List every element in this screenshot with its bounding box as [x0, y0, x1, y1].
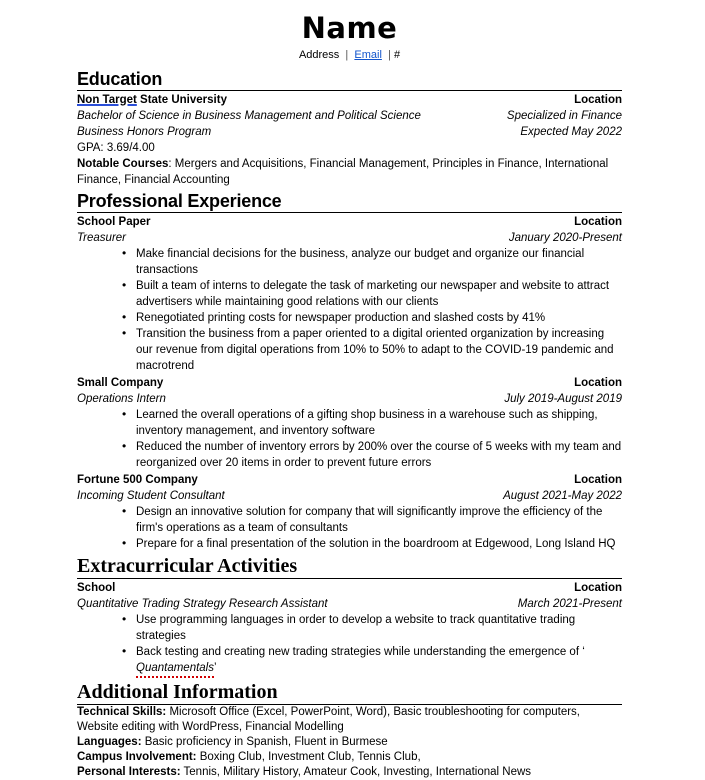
info-technical-skills: [77, 705, 622, 735]
grammar-flagged-text: Non Target: [77, 94, 137, 106]
contact-address: Address: [298, 49, 340, 61]
extracurricular-organization: School: [77, 582, 116, 594]
list-item: [122, 644, 622, 678]
contact-email-link[interactable]: Email: [354, 49, 382, 61]
experience-organization: School Paper: [77, 216, 151, 228]
experience-date: August 2021-May 2022: [503, 490, 622, 502]
experience-location: Location: [574, 377, 622, 389]
info-value: Microsoft Office (Excel, PowerPoint, Word), Basic troubleshooting for computers, Website editing with WordPress, Financial Modelling: [77, 706, 581, 733]
entry-header-row: [77, 214, 622, 230]
experience-bullet-list: [77, 504, 622, 552]
list-item: • Prepare for a final presentation of the solution in the boardroom at Edgewood, Long Island HQ: [122, 536, 622, 552]
bullet-text-prefix: Back testing and creating new trading strategies while understanding the emergence of ‘: [136, 646, 585, 658]
info-languages: [77, 735, 622, 750]
page-title: Name: [301, 11, 398, 45]
section-heading-professional-experience: Professional Experience: [77, 191, 282, 211]
experience-location: Location: [574, 474, 622, 486]
info-value: Tennis, Military History, Amateur Cook, Investing, International News: [180, 766, 532, 778]
experience-organization: Small Company: [77, 377, 164, 389]
list-item: • Learned the overall operations of a gifting shop business in a warehouse such as shipping, inventory management, and inventory software: [122, 407, 622, 439]
experience-date: July 2019-August 2019: [504, 393, 622, 405]
entry-subheader-row: [77, 108, 622, 124]
info-label: Campus Involvement:: [77, 751, 197, 763]
contact-line: [77, 46, 622, 66]
education-degree: Bachelor of Science in Business Management and Political Science: [77, 110, 421, 122]
education-gpa: GPA: 3.69/4.00: [77, 142, 155, 154]
list-item: • Reduced the number of inventory errors by 200% over the course of 5 weeks with my team and reorganized over 20 items in order to prevent future errors: [122, 439, 622, 471]
section-extracurricular-activities: [77, 554, 622, 678]
extracurricular-bullet-list: [77, 612, 622, 678]
info-value: Boxing Club, Investment Club, Tennis Club,: [196, 751, 421, 763]
extracurricular-title: Quantitative Trading Strategy Research Assistant: [77, 598, 328, 610]
info-campus-involvement: [77, 750, 622, 765]
section-additional-information: [77, 680, 622, 780]
experience-location: Location: [574, 216, 622, 228]
experience-entry: [77, 214, 622, 374]
contact-separator-2: |: [381, 49, 394, 61]
entry-header-row: [77, 472, 622, 488]
education-organization-rest: State University: [136, 94, 227, 106]
education-organization: [77, 92, 227, 108]
entry-subheader-row: [77, 488, 622, 504]
contact-phone: #: [393, 49, 401, 61]
info-value: Basic proficiency in Spanish, Fluent in Burmese: [141, 736, 388, 748]
experience-title: Operations Intern: [77, 393, 166, 405]
notable-courses-label: Notable Courses: [77, 158, 169, 170]
section-education: [77, 68, 622, 188]
resume-content: [77, 0, 622, 780]
education-graduation-date: Expected May 2022: [520, 126, 622, 138]
entry-subheader-row: [77, 230, 622, 246]
list-item: • Renegotiated printing costs for newspaper production and slashed costs by 41%: [122, 310, 622, 326]
list-item: • Design an innovative solution for company that will significantly improve the efficiency of the firm's operations as a team of consultants: [122, 504, 622, 536]
section-heading-extracurricular-activities: Extracurricular Activities: [77, 555, 298, 577]
contact-separator-1: |: [339, 49, 355, 61]
experience-title: Treasurer: [77, 232, 126, 244]
education-notable-courses: [77, 156, 622, 188]
list-item: • Make financial decisions for the business, analyze our budget and organize our financial transactions: [122, 246, 622, 278]
section-heading-education: Education: [77, 69, 163, 89]
experience-entry: [77, 472, 622, 552]
section-professional-experience: [77, 190, 622, 552]
bullet-text-suffix: ’: [214, 662, 217, 674]
education-entry: [77, 92, 622, 188]
entry-header-row: [77, 580, 622, 596]
list-item: • Transition the business from a paper oriented to a digital oriented organization by increasing our revenue from digital operations from 10% to 50% to adapt to the COVID-19 pandemic and macrotrend: [122, 326, 622, 374]
experience-bullet-list: [77, 407, 622, 471]
section-divider-education: [77, 90, 622, 91]
education-program: Business Honors Program: [77, 126, 212, 138]
info-label: Technical Skills:: [77, 706, 167, 718]
extracurricular-entry: [77, 580, 622, 678]
section-heading-additional-information: Additional Information: [77, 681, 278, 703]
entry-subheader-row: [77, 596, 622, 612]
entry-header-row: [77, 375, 622, 391]
info-personal-interests: [77, 765, 622, 780]
list-item: • Built a team of interns to delegate the task of marketing our newspaper and website to attract advertisers while maintaining good relations with our clients: [122, 278, 622, 310]
education-location: Location: [574, 94, 622, 106]
section-divider-extracurricular-activities: [77, 578, 622, 579]
education-specialization: Specialized in Finance: [506, 110, 622, 122]
extracurricular-location: Location: [574, 582, 622, 594]
info-label: Personal Interests:: [77, 766, 181, 778]
experience-title: Incoming Student Consultant: [77, 490, 225, 502]
entry-detail-row: [77, 124, 622, 140]
extracurricular-date: March 2021-Present: [517, 598, 622, 610]
entry-header-row: [77, 92, 622, 108]
experience-bullet-list: [77, 246, 622, 374]
experience-entry: [77, 375, 622, 471]
info-label: Languages:: [77, 736, 142, 748]
list-item: • Use programming languages in order to develop a website to track quantitative trading strategies: [122, 612, 622, 644]
experience-organization: Fortune 500 Company: [77, 474, 198, 486]
section-divider-professional-experience: [77, 212, 622, 213]
experience-date: January 2020-Present: [508, 232, 622, 244]
spellcheck-flagged-text: Quantamentals: [136, 660, 214, 678]
notable-courses-value: : Mergers and Acquisitions, Financial Management, Principles in Finance, International Finance, Financial Accounting: [77, 158, 609, 186]
entry-subheader-row: [77, 391, 622, 407]
